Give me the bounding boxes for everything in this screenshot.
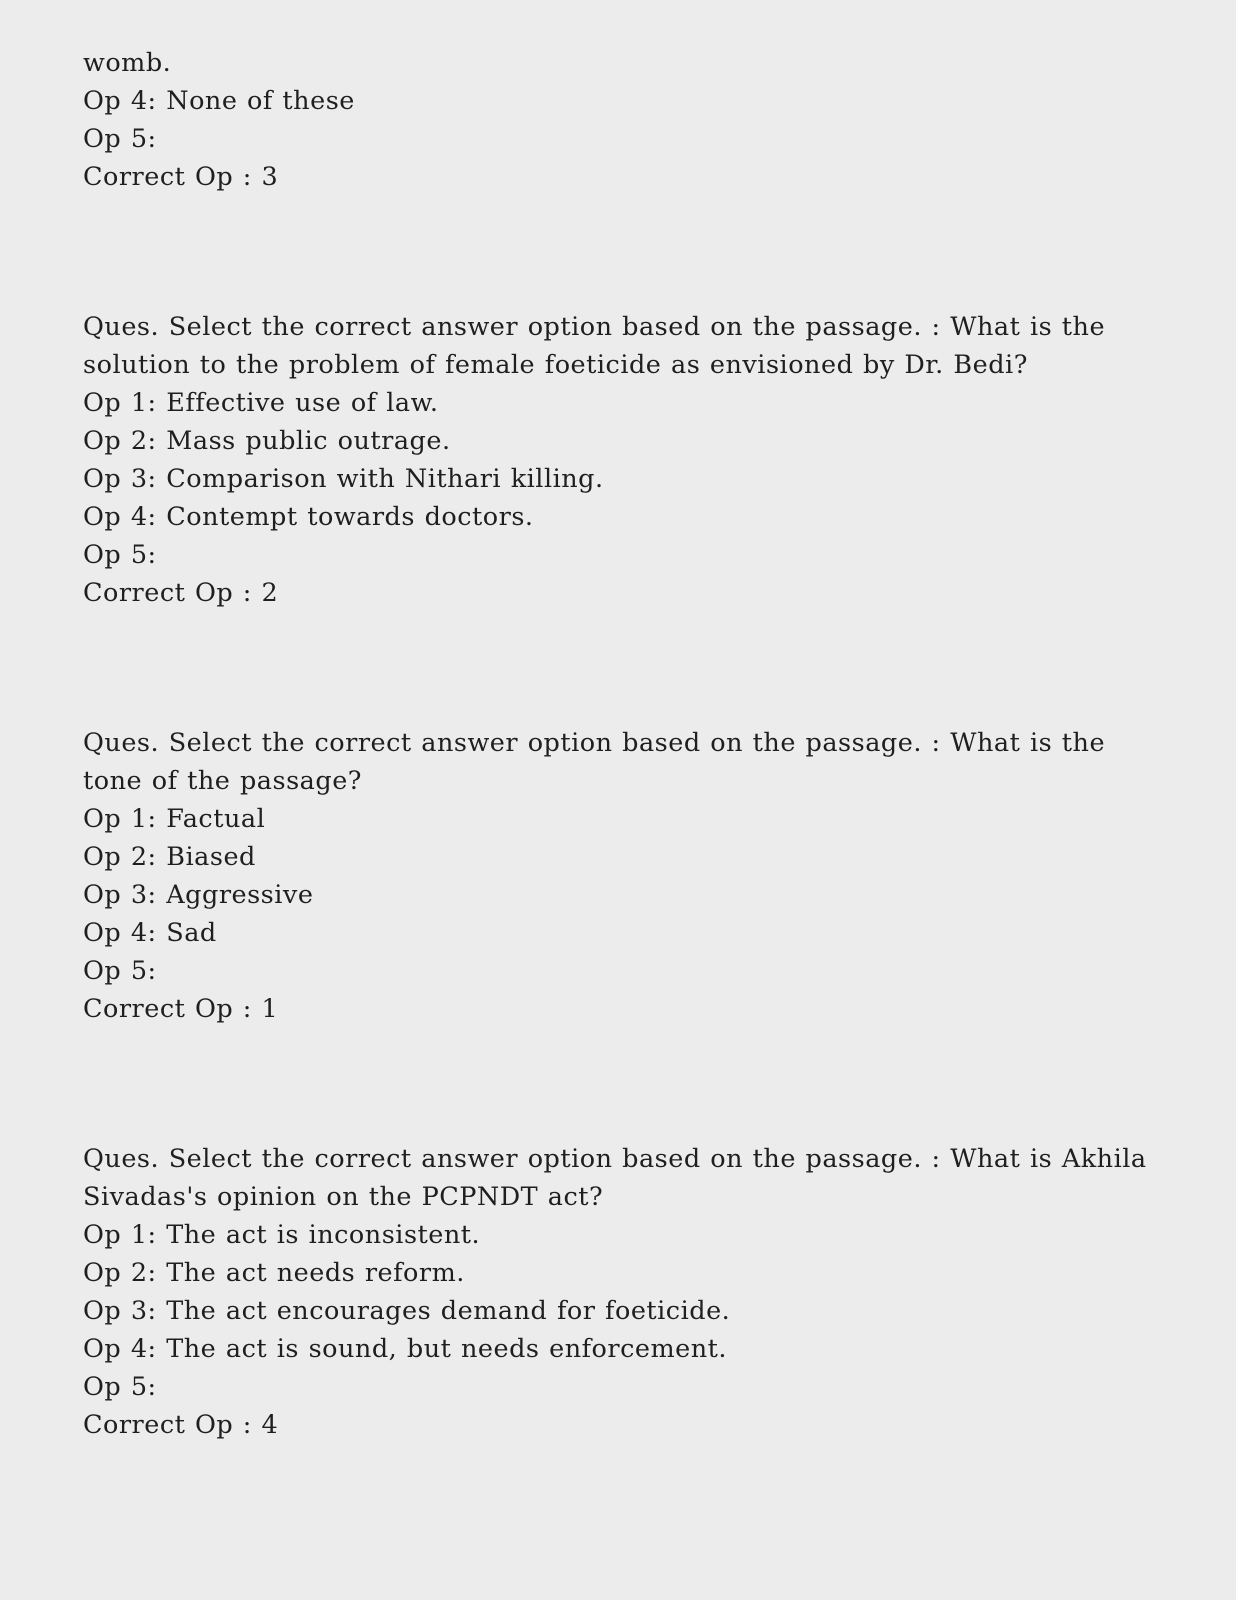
question-text-line-1: Ques. Select the correct answer option based on the passage. : What is the xyxy=(83,728,1106,758)
option-1: Op 1: Factual xyxy=(83,804,266,834)
question-block-1 xyxy=(83,308,1152,612)
option-5: Op 5: xyxy=(83,540,157,570)
question-text-line-2: Sivadas's opinion on the PCPNDT act? xyxy=(83,1182,604,1212)
correct-option: Correct Op : 4 xyxy=(83,1410,279,1440)
option-5: Op 5: xyxy=(83,1372,157,1402)
question-fragment xyxy=(83,44,1152,196)
option-5: Op 5: xyxy=(83,124,157,154)
question-block-2 xyxy=(83,724,1152,1028)
option-2: Op 2: Biased xyxy=(83,842,256,872)
correct-option: Correct Op : 3 xyxy=(83,162,279,192)
option-3: Op 3: Comparison with Nithari killing. xyxy=(83,464,604,494)
option-4: Op 4: Sad xyxy=(83,918,217,948)
option-4: Op 4: None of these xyxy=(83,86,355,116)
option-4: Op 4: Contempt towards doctors. xyxy=(83,502,534,532)
option-1: Op 1: Effective use of law. xyxy=(83,388,439,418)
continuation-text: womb. xyxy=(83,48,172,78)
option-2: Op 2: Mass public outrage. xyxy=(83,426,451,456)
option-4: Op 4: The act is sound, but needs enforcement. xyxy=(83,1334,728,1364)
option-5: Op 5: xyxy=(83,956,157,986)
question-text-line-2: solution to the problem of female foeticide as envisioned by Dr. Bedi? xyxy=(83,350,1028,380)
question-text-line-1: Ques. Select the correct answer option based on the passage. : What is Akhila xyxy=(83,1144,1147,1174)
correct-option: Correct Op : 1 xyxy=(83,994,279,1024)
question-block-3 xyxy=(83,1140,1152,1444)
option-2: Op 2: The act needs reform. xyxy=(83,1258,465,1288)
option-3: Op 3: The act encourages demand for foeticide. xyxy=(83,1296,731,1326)
question-text-line-1: Ques. Select the correct answer option based on the passage. : What is the xyxy=(83,312,1106,342)
option-1: Op 1: The act is inconsistent. xyxy=(83,1220,481,1250)
option-3: Op 3: Aggressive xyxy=(83,880,314,910)
correct-option: Correct Op : 2 xyxy=(83,578,279,608)
question-text-line-2: tone of the passage? xyxy=(83,766,362,796)
